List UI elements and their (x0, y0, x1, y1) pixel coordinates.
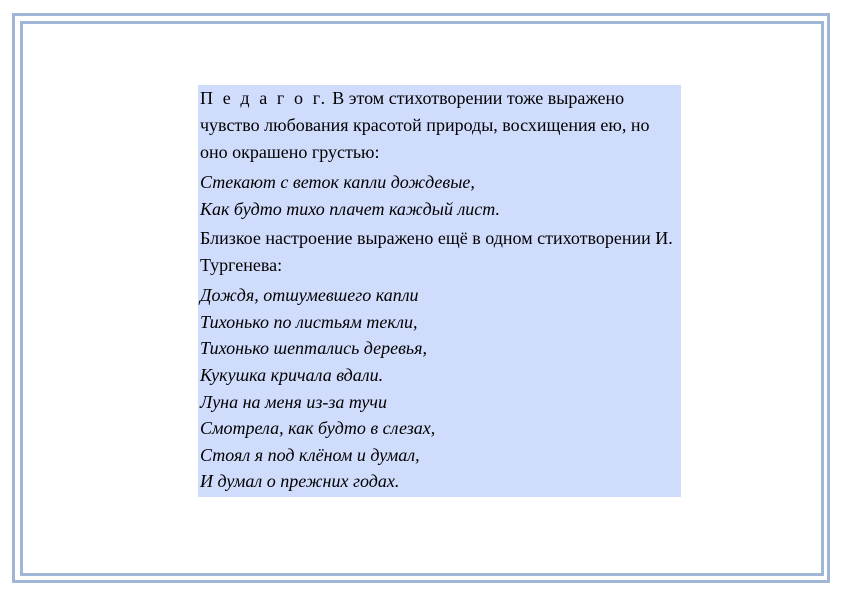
intro-paragraph (200, 85, 679, 166)
verse-line: Смотрела, как будто в слезах, (200, 418, 436, 439)
text-box (198, 85, 681, 497)
verse-line: Тихонько по листьям текли, (200, 311, 418, 332)
verse-block-2 (200, 282, 679, 495)
verse-line: Как будто тихо плачет каждый лист. (200, 198, 501, 219)
verse-line: И думал о прежних годах. (200, 471, 400, 492)
verse-line: Стоял я под клёном и думал, (200, 444, 420, 465)
verse-line: Тихонько шептались деревья, (200, 338, 427, 359)
verse-block-1 (200, 169, 679, 222)
bridge-paragraph: Близкое настроение выражено ещё в одном стихотворении И. Тургенева: (200, 228, 673, 276)
verse-line: Стекают с веток капли дождевые, (200, 172, 475, 192)
intro-text: В этом стихотворении тоже выражено чувство любования красотой природы, восхищения ею, но оно окрашено грустью: (200, 88, 650, 162)
verse-line: Луна на меня из-за тучи (200, 391, 387, 412)
verse-line: Кукушка кричала вдали. (200, 364, 384, 385)
verse-line: Дождя, отшумевшего капли (200, 285, 419, 306)
speaker-label: П е д а г о г. (200, 88, 328, 108)
